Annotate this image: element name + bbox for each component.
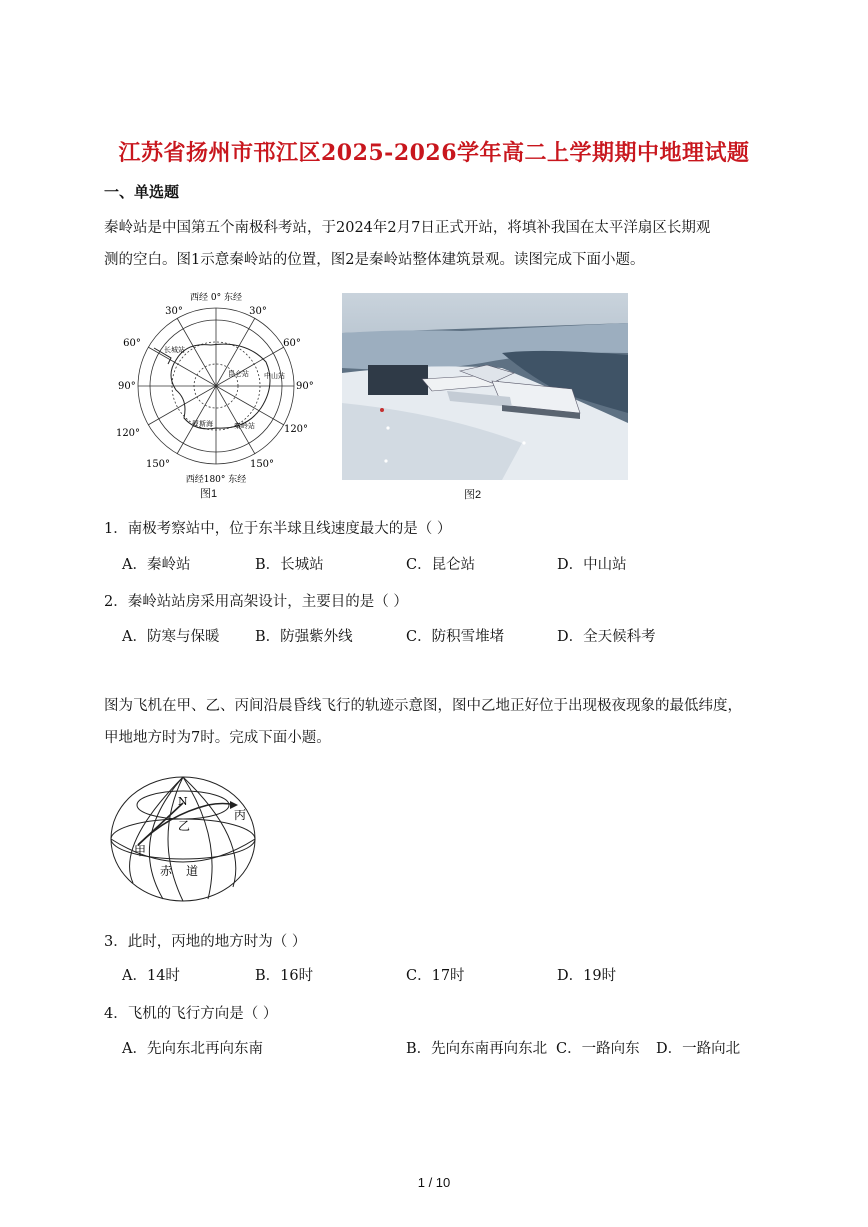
q2-option-c: C．防积雪堆堵 (406, 629, 505, 645)
station-kunlun: 昆仑站 (228, 370, 249, 378)
station-photo-svg (342, 293, 628, 480)
q1-option-a: A．秦岭站 (122, 557, 191, 573)
passage-2 (104, 690, 774, 754)
question-1-stem: 1．南极考察站中，位于东半球且线速度最大的是（ ） (104, 521, 452, 537)
lon-label-e120: 120° (283, 424, 309, 435)
station-changcheng: 长城站 (164, 346, 185, 354)
passage-2-line-2: 甲地地方时为7时。完成下面小题。 (104, 730, 331, 746)
station-zhongshan: 中山站 (264, 372, 285, 380)
q1-option-c: C．昆仑站 (406, 557, 476, 573)
polar-map-svg (116, 290, 316, 490)
passage-2-line-1: 图为飞机在甲、乙、丙间沿晨昏线飞行的轨迹示意图，图中乙地正好位于出现极夜现象的最低纬度， (104, 698, 742, 714)
question-2-stem: 2．秦岭站站房采用高架设计，主要目的是（ ） (104, 594, 408, 610)
q4-option-d: D．一路向北 (656, 1041, 741, 1057)
question-4-stem: 4．飞机的飞行方向是（ ） (104, 1006, 278, 1022)
q3-option-a: A．14时 (122, 968, 180, 984)
figure-3-globe (108, 775, 258, 905)
figure-2-caption: 图2 (464, 489, 482, 501)
label-bing: 丙 (234, 808, 247, 822)
map-bottom-label: 西经180° 东经 (185, 475, 247, 485)
ross-sea-label: 罗斯海 (192, 420, 213, 428)
q2-option-d: D．全天候科考 (557, 629, 656, 645)
lon-label-w30: 30° (165, 306, 183, 317)
passage-1-line-1: 秦岭站是中国第五个南极科考站，于2024年2月7日正式开站，将填补我国在太平洋扇区长期观 (104, 220, 711, 236)
section-heading: 一、单选题 (104, 183, 180, 201)
station-qinling: 秦岭站 (234, 422, 255, 430)
figure-1-caption: 图1 (200, 488, 218, 500)
q1-option-b: B．长城站 (255, 557, 324, 573)
figure-1-polar-map (116, 290, 316, 500)
q2-option-a: A．防寒与保暖 (122, 629, 220, 645)
label-north: N (178, 795, 188, 808)
q2-option-b: B．防强紫外线 (255, 629, 353, 645)
lon-label-w120: 120° (116, 428, 141, 439)
q1-option-d: D．中山站 (557, 557, 627, 573)
lon-label-e30: 30° (249, 306, 267, 317)
lon-label-w90: 90° (118, 381, 136, 392)
lon-label-e150: 150° (249, 459, 275, 470)
lon-label-w150: 150° (145, 459, 171, 470)
figure-2-station-photo (342, 293, 628, 480)
page-number: 1 / 10 (417, 1175, 451, 1190)
question-3-stem: 3．此时，丙地的地方时为（ ） (104, 934, 307, 950)
lon-label-e60: 60° (283, 338, 301, 349)
globe-svg (108, 775, 258, 905)
lon-label-w60: 60° (123, 338, 141, 349)
map-top-label: 西经 0° 东经 (190, 293, 242, 303)
q3-option-c: C．17时 (406, 968, 465, 984)
q4-option-c: C．一路向东 (556, 1041, 640, 1057)
q4-option-b: B．先向东南再向东北 (406, 1041, 548, 1057)
passage-1-line-2: 测的空白。图1示意秦岭站的位置，图2是秦岭站整体建筑景观。读图完成下面小题。 (104, 252, 645, 268)
q3-option-d: D．19时 (557, 968, 617, 984)
lon-label-e90: 90° (296, 381, 314, 392)
q3-option-b: B．16时 (255, 968, 314, 984)
label-equator-2: 道 (186, 864, 199, 878)
label-equator-1: 赤 (160, 864, 173, 878)
label-jia: 甲 (134, 844, 147, 858)
label-yi: 乙 (178, 819, 191, 833)
page-title: 江苏省扬州市邗江区2025-2026学年高二上学期期中地理试题 (118, 140, 750, 166)
passage-1 (104, 212, 774, 276)
q4-option-a: A．先向东北再向东南 (122, 1041, 263, 1057)
